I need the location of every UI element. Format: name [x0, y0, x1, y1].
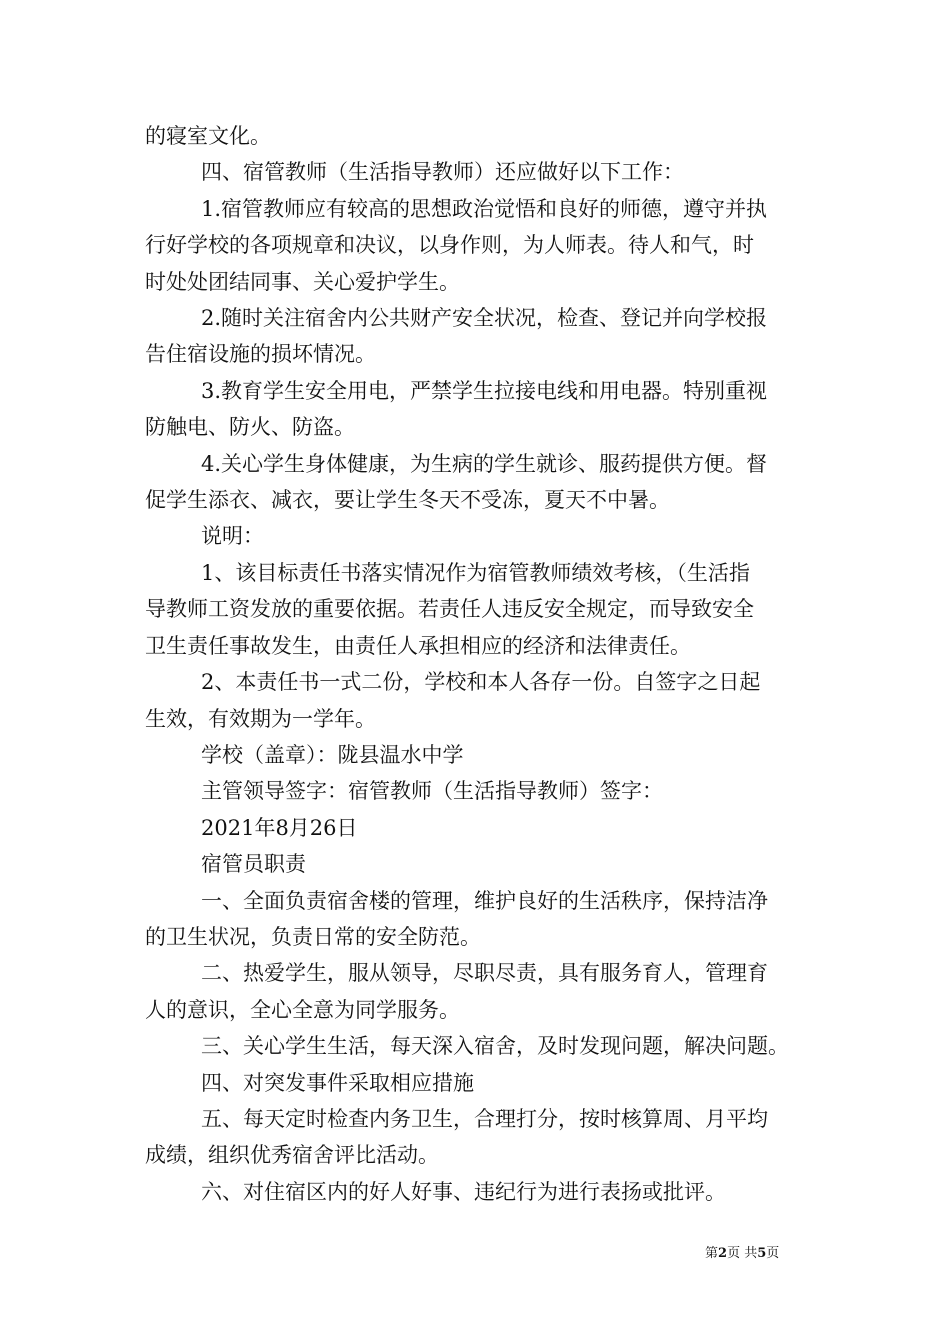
text-line: 一、全面负责宿舍楼的管理，维护良好的生活秩序，保持洁净: [201, 888, 768, 913]
section-heading: 四、宿管教师（生活指导教师）还应做好以下工作：: [201, 160, 684, 185]
text-line: 成绩，组织优秀宿舍评比活动。: [145, 1143, 439, 1168]
footer-page-number: 2: [718, 1246, 728, 1261]
text-line: 生效，有效期为一学年。: [145, 706, 376, 731]
text-line: 五、每天定时检查内务卫生，合理打分，按时核算周、月平均: [201, 1106, 768, 1131]
signature-leaders: 主管领导签字：宿管教师（生活指导教师）签字：: [201, 779, 663, 804]
text-line: 3.教育学生安全用电，严禁学生拉接电线和用电器。特别重视: [201, 378, 768, 403]
text-line: 三、关心学生生活，每天深入宿舍，及时发现问题，解决问题。: [201, 1034, 789, 1059]
text-line: 行好学校的各项规章和决议，以身作则，为人师表。待人和气，时: [145, 233, 754, 258]
footer-total-pages: 5: [757, 1246, 767, 1261]
section-heading: 说明：: [201, 524, 264, 549]
signature-date: 2021年8月26日: [201, 815, 358, 840]
text-line: 四、对突发事件采取相应措施: [201, 1070, 474, 1095]
footer-middle: 页 共: [727, 1246, 758, 1261]
text-line: 人的意识，全心全意为同学服务。: [145, 997, 460, 1022]
text-line: 卫生责任事故发生，由责任人承担相应的经济和法律责任。: [145, 633, 691, 658]
text-line: 2、本责任书一式二份，学校和本人各存一份。自签字之日起: [201, 670, 761, 695]
text-line: 时处处团结同事、关心爱护学生。: [145, 269, 460, 294]
section-heading: 宿管员职责: [201, 852, 306, 877]
page-footer: [705, 1245, 779, 1263]
text-line: 的寝室文化。: [145, 124, 271, 148]
text-line: 4.关心学生身体健康，为生病的学生就诊、服药提供方便。督: [201, 451, 768, 476]
text-line: 二、热爱学生，服从领导，尽职尽责，具有服务育人，管理育: [201, 961, 768, 986]
text-line: 2.随时关注宿舍内公共财产安全状况，检查、登记并向学校报: [201, 306, 768, 331]
signature-school: 学校（盖章）：陇县温水中学: [201, 742, 464, 767]
text-line: 告住宿设施的损坏情况。: [145, 342, 376, 367]
text-line: 促学生添衣、减衣，要让学生冬天不受冻，夏天不中暑。: [145, 488, 670, 513]
text-line: 1.宿管教师应有较高的思想政治觉悟和良好的师德，遵守并执: [201, 196, 768, 221]
text-line: 防触电、防火、防盗。: [145, 415, 355, 440]
footer-suffix: 页: [766, 1246, 780, 1261]
document-body: [145, 118, 810, 1210]
footer-prefix: 第: [705, 1246, 719, 1261]
text-line: 六、对住宿区内的好人好事、违纪行为进行表扬或批评。: [201, 1179, 726, 1204]
text-line: 1、该目标责任书落实情况作为宿管教师绩效考核，（生活指: [201, 560, 750, 585]
text-line: 导教师工资发放的重要依据。若责任人违反安全规定，而导致安全: [145, 597, 754, 622]
text-line: 的卫生状况，负责日常的安全防范。: [145, 924, 481, 949]
